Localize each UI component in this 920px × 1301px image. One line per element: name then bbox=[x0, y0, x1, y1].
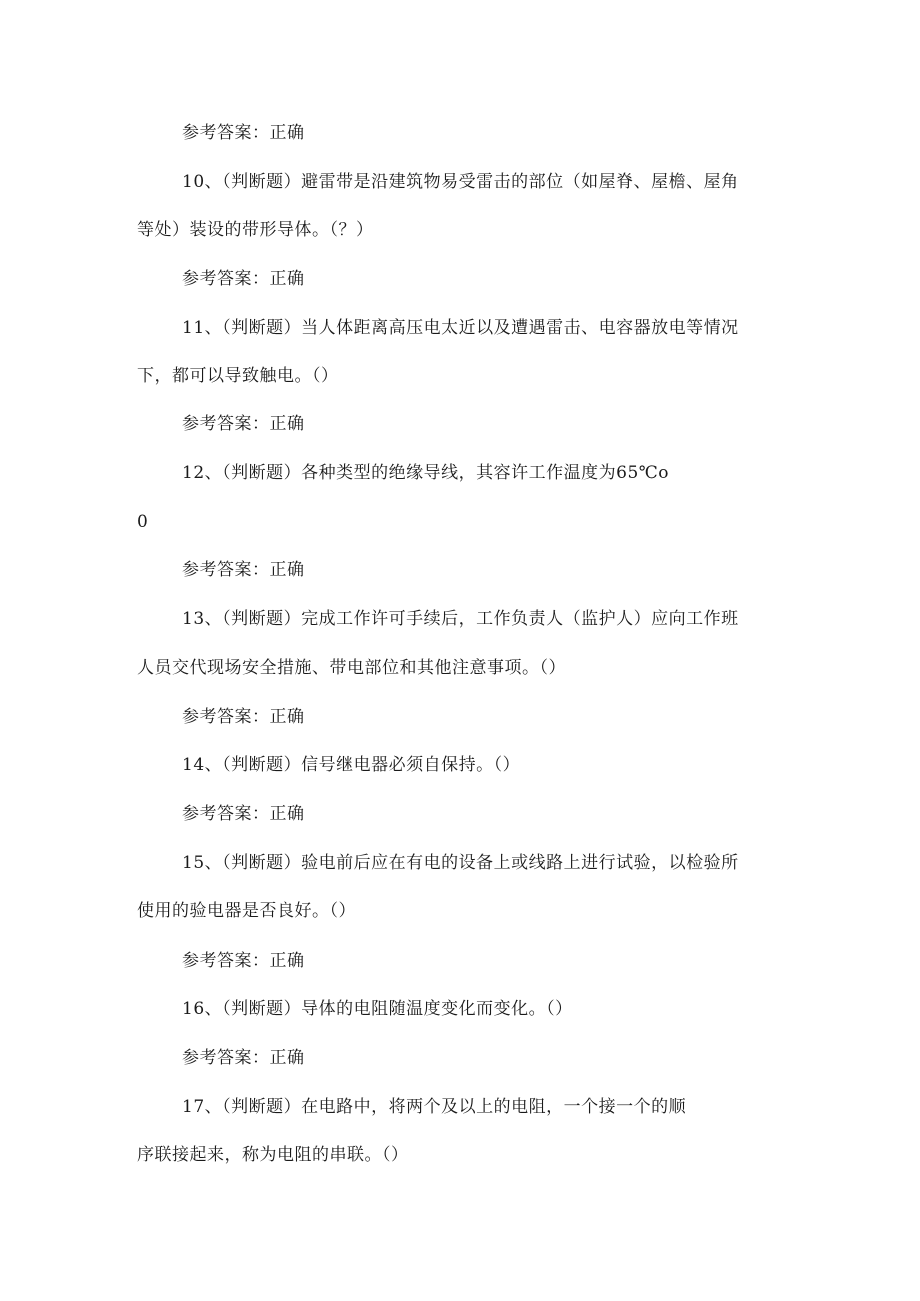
answer-line: 参考答案：正确 bbox=[182, 414, 305, 434]
answer-line: 参考答案：正确 bbox=[182, 123, 305, 143]
question-line: 10、（判断题）避雷带是沿建筑物易受雷击的部位（如屋脊、屋檐、屋角 bbox=[182, 172, 739, 192]
question-line: 11、（判断题）当人体距离高压电太近以及遭遇雷击、电容器放电等情况 bbox=[182, 318, 739, 338]
question-line: 序联接起来，称为电阻的串联。（） bbox=[137, 1145, 409, 1165]
answer-line: 参考答案：正确 bbox=[182, 269, 305, 289]
question-line: 0 bbox=[137, 512, 149, 532]
question-line: 下，都可以导致触电。（） bbox=[137, 366, 339, 386]
answer-line: 参考答案：正确 bbox=[182, 1048, 305, 1068]
answer-line: 参考答案：正确 bbox=[182, 951, 305, 971]
answer-line: 参考答案：正确 bbox=[182, 804, 305, 824]
question-line: 12、（判断题）各种类型的绝缘导线，其容许工作温度为65℃o bbox=[182, 463, 670, 483]
answer-line: 参考答案：正确 bbox=[182, 707, 305, 727]
question-line: 等处）装设的带形导体。（？） bbox=[137, 220, 374, 240]
question-line: 17、（判断题）在电路中，将两个及以上的电阻，一个接一个的顺 bbox=[182, 1097, 687, 1117]
question-line: 使用的验电器是否良好。（） bbox=[137, 901, 356, 921]
question-line: 人员交代现场安全措施、带电部位和其他注意事项。（） bbox=[137, 658, 566, 678]
question-line: 16、（判断题）导体的电阻随温度变化而变化。（） bbox=[182, 999, 573, 1019]
question-line: 14、（判断题）信号继电器必须自保持。（） bbox=[182, 755, 521, 775]
answer-line: 参考答案：正确 bbox=[182, 560, 305, 580]
question-line: 13、（判断题）完成工作许可手续后，工作负责人（监护人）应向工作班 bbox=[182, 609, 739, 629]
question-line: 15、（判断题）验电前后应在有电的设备上或线路上进行试验，以检验所 bbox=[182, 853, 739, 873]
